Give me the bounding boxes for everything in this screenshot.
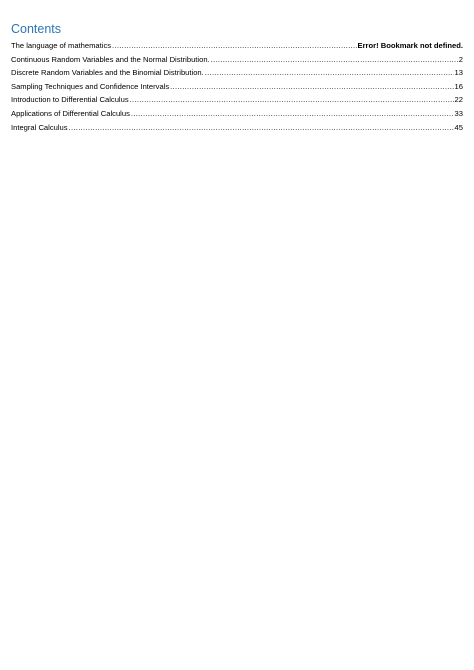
toc-entry[interactable] [11,39,463,53]
toc-entry[interactable] [11,53,463,67]
toc-entry-page: Error! Bookmark not defined. [357,41,463,50]
toc-entry-page: 33 [454,108,463,118]
toc-entry[interactable] [11,107,463,121]
toc-entry-page: 45 [454,122,463,132]
toc-dot-leader [112,39,356,53]
table-of-contents [11,22,463,134]
toc-entry[interactable] [11,93,463,107]
toc-entry-page: 22 [454,95,463,105]
toc-entry-page: 2 [458,54,463,64]
toc-dot-leader [205,66,454,80]
toc-entry[interactable] [11,66,463,80]
toc-entry-title: The language of mathematics [11,41,112,50]
toc-entry-title: Integral Calculus [11,122,68,132]
toc-entry-page: 13 [454,68,463,78]
toc-entry-title: Sampling Techniques and Confidence Intervals [11,81,170,91]
toc-dot-leader [170,80,453,94]
toc-entry-page: 16 [454,81,463,91]
toc-dot-leader [131,107,454,121]
toc-entry[interactable] [11,80,463,94]
toc-entry-title: Applications of Differential Calculus [11,108,130,118]
toc-entry-title: Continuous Random Variables and the Normal Distribution. [11,54,210,64]
toc-dot-leader [211,53,458,67]
toc-entry[interactable] [11,121,463,135]
toc-dot-leader [130,93,454,107]
toc-heading: Contents [11,22,62,36]
toc-entry-title: Discrete Random Variables and the Binomial Distribution. [11,68,204,78]
toc-dot-leader [69,121,454,135]
toc-entry-title: Introduction to Differential Calculus [11,95,129,105]
